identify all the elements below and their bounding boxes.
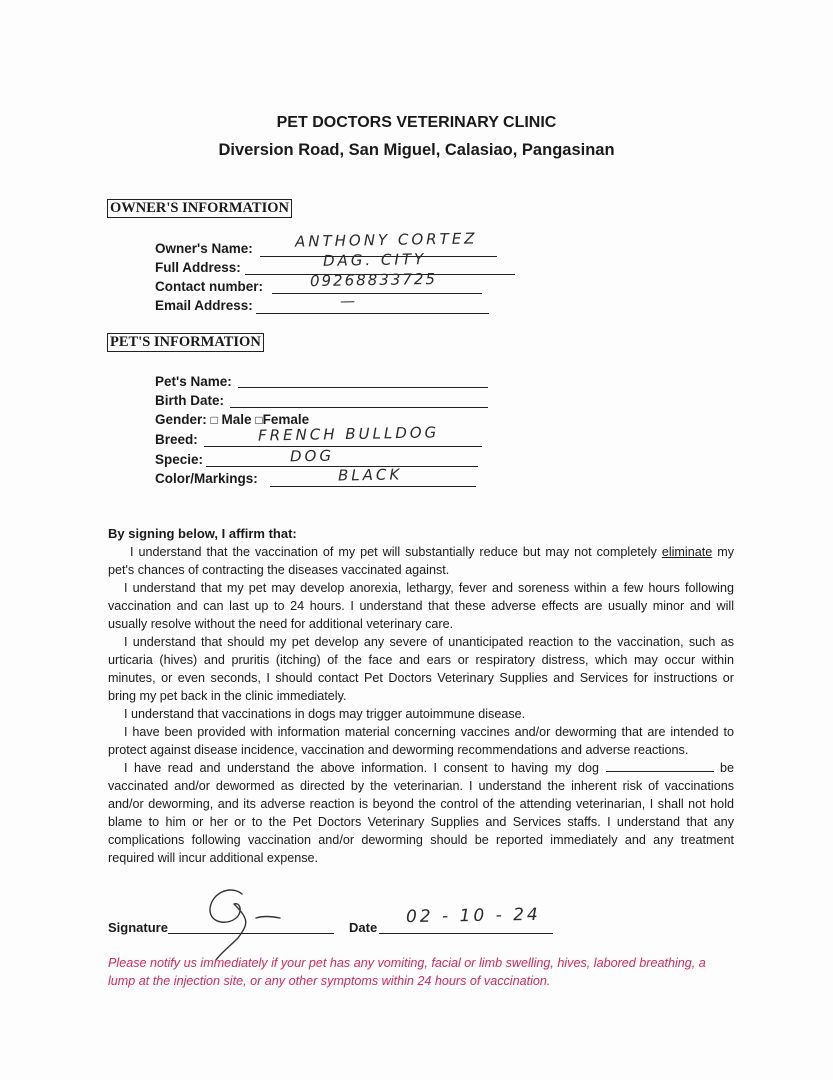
full-address-value[interactable]: DAG. CITY [322, 250, 427, 270]
contact-number-line [272, 293, 482, 294]
female-option-label: Female [262, 412, 310, 427]
dog-name-blank[interactable] [606, 761, 714, 772]
birth-date-label: Birth Date: [155, 393, 225, 408]
affirmation-paragraph-6: I have read and understand the above information. I consent to having my dog be vaccinated and/or dewormed as directed by the veterinarian. I understand the inherent risk of vaccinations and/or deworming, and its adverse reaction is beyond the control of the attending veterinarian, I shall not hold blame to him or her or to the Pet Doctors Veterinary Supplies and Services staffs. I understand that any complications following vaccination and/or deworming should be reported immediately and any treatment required will incur additional expense. [108, 761, 734, 865]
affirmation-paragraph-5: I have been provided with information material concerning vaccines and/or deworming that are intended to protect against disease incidence, vaccination and deworming recommendations and adverse reactions. [108, 725, 734, 757]
breed-label: Breed: [155, 432, 198, 447]
pet-name-label: Pet's Name: [155, 374, 232, 389]
clinic-name: PET DOCTORS VETERINARY CLINIC [276, 114, 557, 131]
male-checkbox[interactable]: □ [210, 413, 218, 427]
gender-row [155, 412, 309, 427]
owner-section-heading: OWNER'S INFORMATION [107, 199, 292, 218]
breed-line [204, 446, 482, 447]
full-address-label: Full Address: [155, 260, 241, 275]
owner-name-value[interactable]: ANTHONY CORTEZ [294, 229, 478, 251]
handwritten-signature [190, 880, 300, 960]
form-header [0, 114, 833, 160]
gender-label: Gender: [155, 412, 207, 427]
specie-label: Specie: [155, 452, 204, 467]
owner-name-label: Owner's Name: [155, 241, 253, 256]
email-address-label: Email Address: [155, 298, 253, 313]
email-address-line [256, 313, 489, 314]
date-value[interactable]: 02 - 10 - 24 [405, 904, 541, 928]
affirmation-paragraph-2: I understand that my pet may develop anorexia, lethargy, fever and soreness within a few hours following vaccination and can last up to 24 hours. I understand that these adverse effects are usually minor and will usually resolve without the need for additional veterinary care. [108, 581, 734, 631]
affirmation-paragraph-4: I understand that vaccinations in dogs may trigger autoimmune disease. [124, 707, 526, 721]
pet-section-heading: PET'S INFORMATION [107, 333, 264, 352]
post-vaccination-notice: Please notify us immediately if your pet has any vomiting, facial or limb swelling, hives, labored breathing, a lump at the injection site, or any other symptoms within 24 hours of vaccination. [108, 956, 706, 988]
breed-value[interactable]: FRENCH BULLDOG [257, 423, 440, 445]
birth-date-line[interactable] [230, 407, 488, 408]
signature-label: Signature [108, 920, 168, 935]
color-markings-line [270, 486, 476, 487]
color-markings-value[interactable]: BLACK [337, 465, 403, 485]
specie-value[interactable]: DOG [289, 446, 335, 466]
clinic-address: Diversion Road, San Miguel, Calasiao, Pangasinan [218, 141, 615, 159]
female-checkbox[interactable]: □ [255, 413, 263, 427]
email-address-value[interactable]: — [339, 291, 356, 311]
affirmation-block [108, 525, 734, 867]
contact-number-label: Contact number: [155, 279, 263, 294]
date-line [379, 933, 553, 934]
date-label: Date [349, 920, 378, 935]
color-markings-label: Color/Markings: [155, 471, 258, 486]
affirmation-paragraph-3: I understand that should my pet develop any severe of unanticipated reaction to the vaccination, such as urticaria (hives) and pruritis (itching) of the face and ears or respiratory distress, which may occur within minutes, or even seconds, I should contact Pet Doctors Veterinary Supplies and Services for instructions or bring my pet back in the clinic immediately. [108, 635, 734, 703]
male-option-label: Male [221, 412, 252, 427]
contact-number-value[interactable]: 09268833725 [309, 269, 438, 291]
affirmation-title: By signing below, I affirm that: [108, 526, 297, 541]
pet-name-line[interactable] [238, 387, 488, 388]
affirmation-paragraph-1: I understand that the vaccination of my pet will substantially reduce but may not completely eliminate my pet's chances of contracting the diseases vaccinated against. [108, 545, 735, 577]
eliminate-underlined: eliminate [661, 545, 713, 559]
